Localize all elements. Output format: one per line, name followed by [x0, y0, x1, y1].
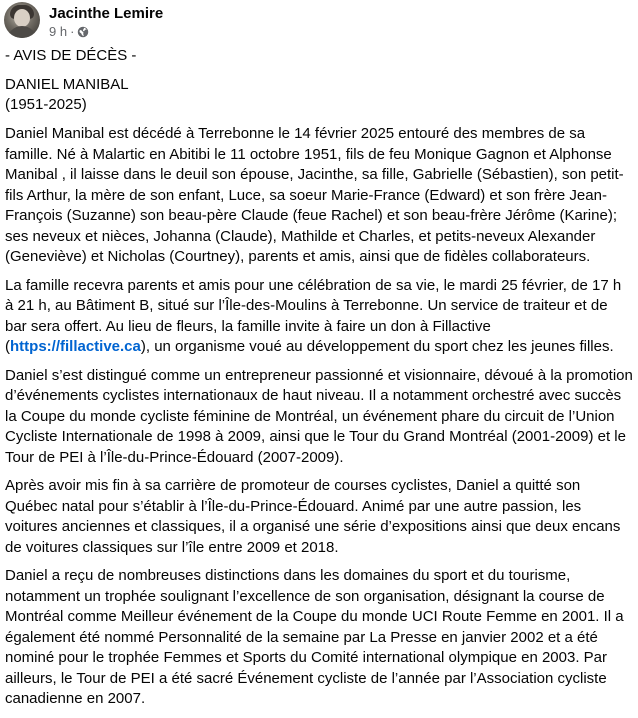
author-name[interactable]: Jacinthe Lemire — [49, 5, 164, 22]
paragraph-5: Daniel a reçu de nombreuses distinctions dans les domaines du sport et du tourisme, notamment un trophée soulignant l’excellence de son organisation, désignant la course de Montréal comme Meilleur événement de la Coupe du monde UCI Route Femme en 2001. Il a également été nommé Personnalité de la semaine par La Presse en janvier 2002 et a été nominé pour le trophée Femmes et Sports du Comité international olympique en 2003. Par ailleurs, le Tour de PEI a été sacré Événement cycliste de l’année par l’Association cycliste canadienne en 2007. — [5, 567, 624, 707]
post-header — [4, 2, 163, 42]
fillactive-link[interactable]: https://fillactive.ca — [10, 338, 141, 355]
post-subline — [49, 24, 163, 40]
post-time[interactable]: 9 h — [49, 24, 68, 39]
post-meta — [49, 2, 163, 40]
post-content — [5, 46, 633, 718]
separator-dot: · — [70, 24, 75, 39]
author-avatar[interactable] — [4, 2, 40, 38]
globe-icon — [77, 26, 89, 38]
paragraph-2 — [5, 276, 633, 358]
deceased-name: DANIEL MANIBAL — [5, 76, 129, 93]
notice-heading: - AVIS DE DÉCÈS - — [5, 47, 137, 64]
paragraph-2-text-after: ), un organisme voué au développement du sport chez les jeunes filles. — [140, 338, 614, 355]
paragraph-1: Daniel Manibal est décédé à Terrebonne le 14 février 2025 entouré des membres de sa famille. Né à Malartic en Abitibi le 11 octobre 1951, fils de feu Monique Gagnon et Alphonse Manibal , il laisse dans le deuil son épouse, Jacinthe, sa fille, Gabrielle (Sébastien), son petit-fils Arthur, la mère de son enfant, Luce, sa soeur Marie-France (Edward) et son frère Jean-François (Suzanne) son beau-père Claude (feue Rachel) et son beau-frère Jérôme (Karine); ses neveux et nièces, Johanna (Claude), Mathilde et Charles, et petits-neveux Alexander (Geneviève) et Nicholas (Courtney), parents et amis, ainsi que de fidèles collaborateurs. — [5, 125, 624, 265]
paragraph-3: Daniel s’est distingué comme un entrepreneur passionné et visionnaire, dévoué à la promotion d’événements cyclistes internationaux de haut niveau. Il a notamment orchestré avec succès la Coupe du monde cycliste féminine de Montréal, un événement phare du circuit de l’Union Cycliste Internationale de 1998 à 2009, ainsi que le Tour du Grand Montréal (2001-2009) et le Tour de PEI à l’Île-du-Prince-Édouard (2007-2009). — [5, 366, 633, 466]
paragraph-4: Après avoir mis fin à sa carrière de promoteur de courses cyclistes, Daniel a quitté son Québec natal pour s’établir à l’Île-du-Prince-Édouard. Animé par une autre passion, les voitures anciennes et classiques, il a organisé une série d’expositions ainsi que deux encans de voitures classiques sur l’île entre 2009 et 2018. — [5, 477, 621, 556]
deceased-years: (1951-2025) — [5, 96, 87, 113]
paragraph-2-text-before: La famille recevra parents et amis pour une célébration de sa vie, le mardi 25 février, de 17 h à 21 h, au Bâtiment B, situé sur l’Île-des-Moulins à Terrebonne. Un service de traiteur et de bar sera offert. Au lieu de fleurs, la famille invite à faire un don à Fillactive ( — [5, 276, 622, 355]
